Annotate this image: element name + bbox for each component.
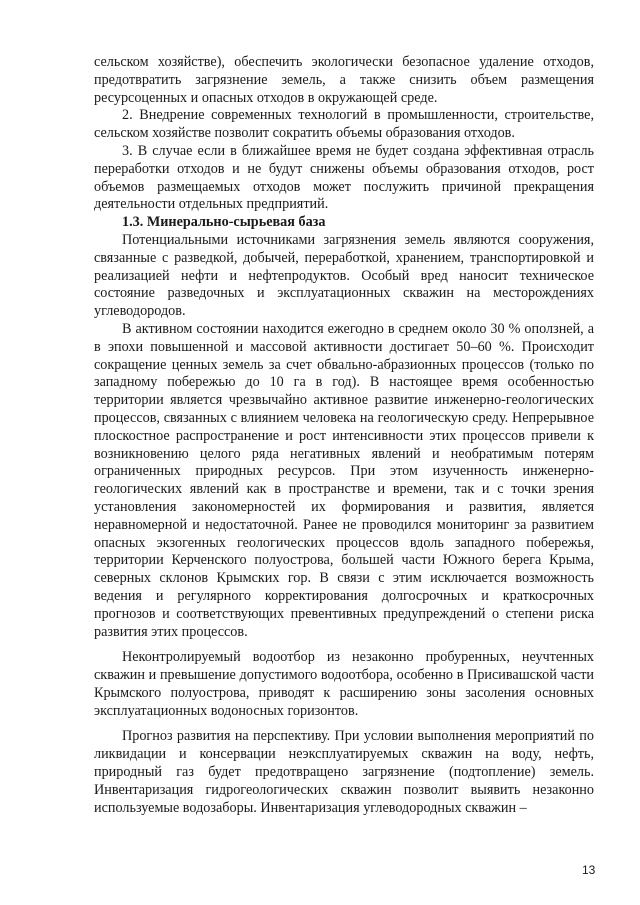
paragraph-continuation: сельском хозяйстве), обеспечить экологически безопасное удаление отходов, предотвратить загрязнение земель, а также снизить объем размещения ресурсоценных и опасных отходов в окружающей среде. (94, 54, 594, 106)
paragraph-landslides: В активном состоянии находится ежегодно в среднем около 30 % оползней, а в эпохи повышенной и массовой активности достигает 50–60 %. Происходит сокращение ценных земель за счет обвально-абразионных процессов (только по западному побережью до 10 га в год). В настоящее время особенностью территории является чрезвычайно активное развитие инженерно-геологических процессов, связанных с влиянием человека на геологическую среду. Непрерывное плоскостное распространение и рост интенсивности этих процессов привели к возникновению целого ряда негативных явлений и необратимым потерям ограниченных природных ресурсов. При этом изученность инженерно-геологических явлений как в пространстве и времени, так и с точки зрения установления закономерностей их формирования и развития, является неравномерной и недостаточной. Ранее не проводился мониторинг за развитием опасных экзогенных геологических процессов вдоль западного побережья, территории Керченского полуострова, большей части Южного берега Крыма, северных склонов Крымских гор. В связи с этим исключается возможность ведения и регулярного корректирования долгосрочных и краткосрочных прогнозов и соответствующих превентивных предупреждений о степени риска развития этих процессов. (94, 320, 594, 640)
page-body (94, 54, 594, 817)
paragraph-pollution-sources: Потенциальными источниками загрязнения земель являются сооружения, связанные с разведкой, добычей, переработкой, хранением, транспортировкой и реализацией нефти и нефтепродуктов. Особый вред наносит техническое состояние разведочных и эксплуатационных скважин на месторождениях углеводородов. (94, 231, 594, 320)
page-number: 13 (582, 863, 596, 877)
paragraph-forecast: Прогноз развития на перспективу. При условии выполнения мероприятий по ликвидации и консервации неэксплуатируемых скважин на воду, нефть, природный газ будет предотвращено загрязнение (подтопление) земель. Инвентаризация гидрогеологических скважин позволит выявить незаконно используемые водозаборы. Инвентаризация углеводородных скважин – (94, 728, 594, 816)
paragraph-item-2: 2. Внедрение современных технологий в промышленности, строительстве, сельском хозяйстве позволит сократить объемы образования отходов. (94, 107, 594, 142)
section-heading: 1.3. Минерально-сырьевая база (122, 214, 326, 231)
paragraph-item-3: 3. В случае если в ближайшее время не будет создана эффективная отрасль переработки отходов и не будут снижены объемы образования отходов, рост объемов размещаемых отходов может послужить причиной прекращения деятельности отдельных предприятий. (94, 142, 594, 213)
paragraph-water-intake: Неконтролируемый водоотбор из незаконно пробуренных, неучтенных скважин и превышение допустимого водоотбора, особенно в Присивашской части Крымского полуострова, приводят к расширению зоны засоления основных эксплуатационных водоносных горизонтов. (94, 649, 594, 719)
